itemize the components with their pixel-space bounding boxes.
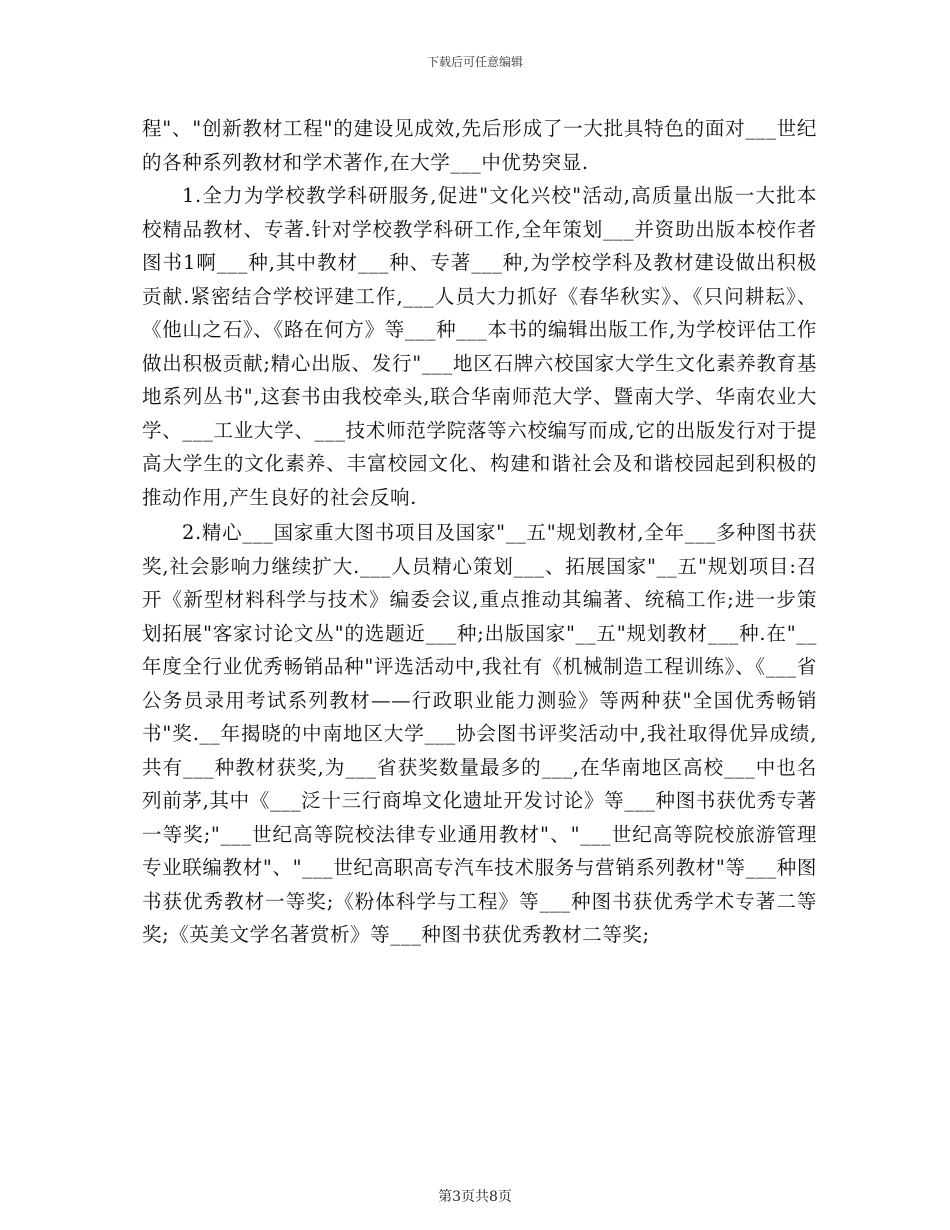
page-header: 下载后可任意编辑	[426, 55, 523, 69]
paragraph-continuation: 程"、"创新教材工程"的建设见成效,先后形成了一大批具特色的面对___世纪的各种系列教材和学术著作,在大学___中优势突显.	[142, 117, 817, 174]
page-footer: 第3页共8页	[438, 1189, 512, 1205]
document-body	[142, 112, 817, 952]
paragraph-item-1: 1.全力为学校教学科研服务,促进"文化兴校"活动,高质量出版一大批本校精品教材、专著.针对学校教学科研工作,全年策划___并资助出版本校作者图书1啊___种,其中教材___种、专著___种,为学校学科及教材建设做出积极贡献.紧密结合学校评建工作,___人员大力抓好《春华秋实》、《只问耕耘》、《他山之石》、《路在何方》等___种___本书的编辑出版工作,为学校评估工作做出积极贡献;精心出版、发行"___地区石牌六校国家大学生文化素养教育基地系列丛书",这套书由我校牵头,联合华南师范大学、暨南大学、华南农业大学、___工业大学、___技术师范学院落等六校编写而成,它的出版发行对于提高大学生的文化素养、丰富校园文化、构建和谐社会及和谐校园起到积极的推动作用,产生良好的社会反响.	[142, 184, 817, 509]
paragraph-item-2: 2.精心___国家重大图书项目及国家"__五"规划教材,全年___多种图书获奖,社会影响力继续扩大.___人员精心策划___、拓展国家"__五"规划项目:召开《新型材料科学与技术》编委会议,重点推动其编著、统稿工作;进一步策划拓展"客家讨论文丛"的选题近___种;出版国家"__五"规划教材___种.在"__年度全行业优秀畅销品种"评选活动中,我社有《机械制造工程训练》、《___省公务员录用考试系列教材——行政职业能力测验》等两种获"全国优秀畅销书"奖.__年揭晓的中南地区大学___协会图书评奖活动中,我社取得优异成绩,共有___种教材获奖,为___省获奖数量最多的___,在华南地区高校___中也名列前茅,其中《___泛十三行商埠文化遗址开发讨论》等___种图书获优秀专著一等奖;"___世纪高等院校法律专业通用教材"、"___世纪高等院校旅游管理专业联编教材"、"___世纪高职高专汽车技术服务与营销系列教材"等___种图书获优秀教材一等奖;《粉体科学与工程》等___种图书获优秀学术专著二等奖;《英美文学名著赏析》等___种图书获优秀教材二等奖;	[142, 521, 817, 946]
